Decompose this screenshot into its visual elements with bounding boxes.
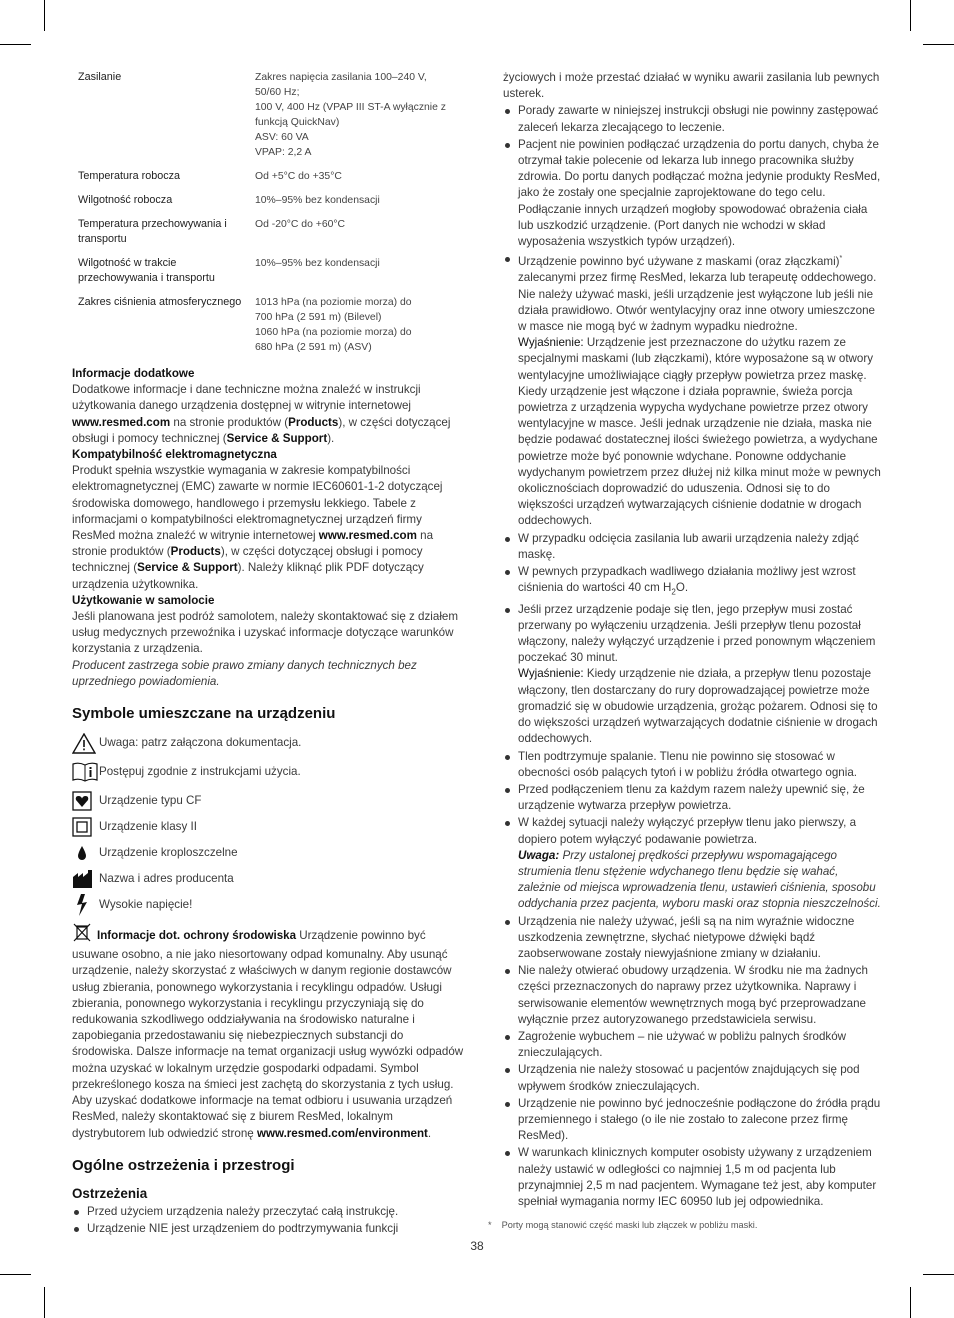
emc-text: Produkt spełnia wszystkie wymagania w zakresie kompatybilności elektromagnetycznej (EMC) zawarte w normie IEC60601-1-2 dotyczącej środowiska domowego, handlowego i przemysłu lekkiego. Tabele z informacjami o kompatybilności elektromagnetycznej urządzeń firmy ResMed można znaleźć w witrynie internetowej www.resmed.com na stronie produktów (Products), w części dotyczącej obsługi i pomocy technicznej (Service & Support). Należy kliknąć plik PDF dotyczący urządzenia użytkownika. xyxy=(72,464,443,591)
left-column xyxy=(72,70,466,1238)
spec-value-line: 1013 hPa (na poziomie morza) do xyxy=(255,297,412,308)
warnings-list-left xyxy=(72,1204,466,1237)
class-ii-icon xyxy=(72,816,98,838)
spec-value-line: 680 hPa (2 591 m) (ASV) xyxy=(255,342,372,353)
crop-mark xyxy=(44,0,45,31)
spec-value-line: 1060 hPa (na poziomie morza) do xyxy=(255,327,412,338)
symbol-label: Urządzenie kroploszczelne xyxy=(99,845,238,859)
list-item: Urządzenie nie powinno być jednocześnie podłączone do źródła prądu przemiennego i stałego (o ile nie zostało to zalecone przez firmę ResMed). xyxy=(503,1096,881,1145)
list-item: Tlen podtrzymuje spalanie. Tlenu nie powinno się stosować w obecności osób palących tytoń i w pobliżu źródła otwartego ognia. xyxy=(503,749,881,781)
list-item: W każdej sytuacji należy wyłączyć przepływ tlenu jako pierwszy, a dopiero potem wyłączyć podawanie powietrza. Uwaga: Przy ustalonej prędkości przepływu wspomagającego strumienia tlenu stężenie wdychanego tlenu będzie się wahać, zależnie od miejsca wprowadzenia tlenu, ustawień ciśnienia, sposobu oddychania przez pacjenta, wyboru maski oraz stopnia nieszczelności. xyxy=(503,815,881,912)
spec-value xyxy=(255,217,455,256)
symbol-label: Postępuj zgodnie z instrukcjami użycia. xyxy=(99,764,301,778)
list-item: Przed podłączeniem tlenu za każdym razem należy upewnić się, że urządzenie wytwarza przepływ powietrza. xyxy=(503,782,881,814)
spec-row xyxy=(78,217,455,256)
crop-mark xyxy=(910,0,911,31)
warnings-subheading: Ostrzeżenia xyxy=(72,1185,148,1201)
drip-proof-icon xyxy=(72,842,98,864)
spec-value-line: VPAP: 2,2 A xyxy=(255,147,312,158)
crop-mark xyxy=(923,1274,954,1275)
spec-value xyxy=(255,295,455,364)
list-item: W pewnych przypadkach wadliwego działania możliwy jest wzrost ciśnienia do wartości 40 cm $H_2O$. xyxy=(503,564,881,601)
plane-heading: Użytkowanie w samolocie xyxy=(72,593,215,607)
symbols-heading: Symbole umieszczane na urządzeniu xyxy=(72,705,336,723)
spec-value-line: Od +5°C do +35°C xyxy=(255,171,342,182)
plane-text: Jeśli planowana jest podróż samolotem, należy skontaktować się z działem usług medycznych przewoźnika i uzyskać informacje dotyczące warunków korzystania z urządzenia. xyxy=(72,610,459,656)
spec-value xyxy=(255,193,455,217)
spec-value-line: ASV: 60 VA xyxy=(255,132,309,143)
instructions-icon xyxy=(72,761,98,783)
continued-text: życiowych i może przestać działać w wyniku awarii zasilania lub pewnych usterek. xyxy=(503,71,880,101)
crop-mark xyxy=(0,1274,31,1275)
environment-link[interactable]: www.resmed.com/environment xyxy=(256,1126,428,1140)
list-item: Urządzenie NIE jest urządzeniem do podtrzymywania funkcji xyxy=(72,1221,466,1237)
spec-value xyxy=(255,70,455,169)
spec-value-line: 50/60 Hz; xyxy=(255,87,300,98)
spec-label: Zasilanie xyxy=(78,71,122,83)
warnings-list-right xyxy=(503,103,881,1210)
spec-value-line: 100 V, 400 Hz (VPAP III ST-A wyłącznie z xyxy=(255,102,446,113)
symbol-row xyxy=(72,730,466,756)
spec-label: Wilgotność robocza xyxy=(78,194,173,206)
footnote: * Porty mogą stanowić część maski lub złączek w pobliżu maski. xyxy=(488,1220,758,1230)
symbol-label: Urządzenie klasy II xyxy=(99,819,197,833)
spec-row xyxy=(78,169,455,193)
spec-label: Temperatura przechowywania i transportu xyxy=(78,218,227,245)
spec-value-line: Od -20°C do +60°C xyxy=(255,219,346,230)
spec-row xyxy=(78,295,455,364)
list-item: Pacjent nie powinien podłączać urządzenia do portu danych, chyba że otrzymał takie polecenie od lekarza lub innego pracownika służby zdrowia. Do portu danych podłączać można jedynie produkty ResMed, jako że zostały one specjalnie zaprojektowane do tego celu. Podłączanie innych urządzeń mogłoby spowodować obrażenia ciała lub uszkodzić urządzenie. (Port danych nie wchodzi w skład wyposażenia wszystkich typów urządzeń). xyxy=(503,137,881,250)
right-column xyxy=(503,70,881,1211)
spec-value-line: funkcją QuickNav) xyxy=(255,117,340,128)
spec-value-line: Zakres napięcia zasilania 100–240 V, xyxy=(255,72,427,83)
spec-label: Zakres ciśnienia atmosferycznego xyxy=(78,296,242,308)
symbol-row xyxy=(72,756,466,788)
symbol-row xyxy=(72,866,466,892)
list-item: Jeśli przez urządzenie podaje się tlen, jego przepływ musi zostać przerwany po wyłączeniu urządzenia. Jeśli przepływ tlenu pozostał włączony, należy wyłączyć urządzenie i przed ponownym włączeniem poczekać 30 minut. Wyjaśnienie: Kiedy urządzenie nie działa, a przepływ tlenu pozostaje włączony, tlen dostarczany do rury doprowadzającej powietrze może gromadzić się w obudowie urządzenia, grożąc pożarem. Odnosi się to do większości urządzeń wytwarzających dodatnie ciśnienie w drogach oddechowych. xyxy=(503,602,881,748)
spec-value xyxy=(255,256,455,295)
spec-change-note: Producent zastrzega sobie prawo zmiany danych technicznych bez uprzedniego powiadomienia. xyxy=(72,658,417,688)
symbol-label: Urządzenie typu CF xyxy=(99,793,202,807)
spec-value-line: 700 hPa (2 591 m) (Bilevel) xyxy=(255,312,382,323)
general-warnings-heading: Ogólne ostrzeżenia i przestrogi xyxy=(72,1156,295,1174)
crop-mark xyxy=(44,1287,45,1318)
crop-mark xyxy=(910,1287,911,1318)
info-text: Dodatkowe informacje i dane techniczne można znaleźć w instrukcji użytkowania danego urządzenia dostępnej w witrynie internetowej www.resmed.com na stronie produktów (Products), w części dotyczącej obsługi i pomocy technicznej (Service & Support). xyxy=(72,383,451,445)
type-cf-icon xyxy=(72,790,98,812)
symbol-row xyxy=(72,840,466,866)
symbol-row xyxy=(72,892,466,918)
symbol-label: Uwaga: patrz załączona dokumentacja. xyxy=(99,735,302,749)
warning-icon xyxy=(72,732,98,754)
spec-value-line: 10%–95% bez kondensacji xyxy=(255,258,380,269)
symbol-label: Wysokie napięcie! xyxy=(99,897,193,911)
crop-mark xyxy=(0,44,31,45)
list-item: W przypadku odcięcia zasilania lub awarii urządzenia należy zdjąć maskę. xyxy=(503,531,881,563)
spec-value-line: 10%–95% bez kondensacji xyxy=(255,195,380,206)
manufacturer-icon xyxy=(72,868,98,890)
spec-label: Wilgotność w trakcie przechowywania i transportu xyxy=(78,257,215,284)
spec-value xyxy=(255,169,455,193)
list-item: Urządzenie powinno być używane z maskami (oraz złączkami)* zalecanymi przez firmę ResMed, lekarza lub terapeutę oddechowego. Nie należy używać maski, jeśli urządzenie jest wyłączone lub jeśli nie działa prawidłowo. Otwór wentylacyjny oraz inne otwory umieszczone w masce nie mogą być w żadnym wypadku niedrożne. Wyjaśnienie: Urządzenie jest przeznaczone do użytku razem ze specjalnymi maskami (lub złączkami), które wyposażone są w otwory wentylacyjne umożliwiające ciągły przepływ powietrza przez maskę. Kiedy urządzenie jest włączone i działa poprawnie, świeża porcja powietrza z urządzenia wypycha wydychane powietrze przez otwory wentylacyjne w masce. Jeśli jednak urządzenie nie działa, maska nie będzie podawać dostatecznej ilości świeżego powietrza, a wydychane powietrze może być ponownie wdychane. Ponowne oddychanie wydychanym powietrzem przez dłużej niż kilka minut może w pewnych okolicznościach doprowadzić do uduszenia. Odnosi się to do większości urządzeń wytwarzających ciśnienie dodatnie w drogach oddechowych. xyxy=(503,251,881,529)
spec-row xyxy=(78,256,455,295)
crossed-bin-icon xyxy=(72,922,92,947)
list-item: Urządzenia nie należy używać, jeśli są na nim wyraźnie widoczne uszkodzenia zewnętrzne, słychać nietypowe dźwięki bądź zaobserwowane zostały niewyjaśnione zmiany w działaniu. xyxy=(503,914,881,963)
crop-mark xyxy=(923,44,954,45)
spec-table xyxy=(78,70,455,364)
emc-heading: Kompatybilność elektromagnetyczna xyxy=(72,448,277,462)
page-number: 38 xyxy=(470,1239,484,1253)
symbol-label: Nazwa i adres producenta xyxy=(99,871,234,885)
spec-row xyxy=(78,193,455,217)
list-item: Zagrożenie wybuchem – nie używać w pobliżu palnych środków znieczulających. xyxy=(503,1029,881,1061)
environment-text: Informacje dot. ochrony środowiska Urządzenie powinno być usuwane osobno, a nie jako niesortowany odpad komunalny. Aby usunąć urządzenie, należy skorzystać z właściwych w danym regionie dostawców usług zbierania, ponownego wykorzystania i recyklingu odpadów. Usługi zbierania, ponownego wykorzystania i recyklingu przyczyniają się do redukowania szkodliwego oddziaływania na środowisko naturalne i zapobiegania przedostawaniu się niebezpiecznych substancji do środowiska. Dalsze informacje na temat organizacji usług wywózki odpadów można uzyskać w lokalnym urzędzie gospodarki odpadami. Symbol przekreślonego kosza na śmieci jest zachętą do skorzystania z tych usług. Aby uzyskać dodatkowe informacje na temat odbioru i usuwania urządzeń ResMed, należy skontaktować się z biurem ResMed, lokalnym dystrybutorem lub odwiedzić stronę www.resmed.com/environment. xyxy=(72,922,466,1142)
high-voltage-icon xyxy=(72,894,98,916)
list-item: Przed użyciem urządzenia należy przeczytać całą instrukcję. xyxy=(72,1204,466,1220)
spec-row xyxy=(78,70,455,169)
spec-label: Temperatura robocza xyxy=(78,170,181,182)
list-item: Porady zawarte w niniejszej instrukcji obsługi nie powinny zastępować zaleceń lekarza zlecającego to leczenie. xyxy=(503,103,881,135)
info-heading: Informacje dodatkowe xyxy=(72,367,195,380)
symbol-row xyxy=(72,814,466,840)
list-item: W warunkach klinicznych komputer osobisty używany z urządzeniem należy ustawić w odległości co najmniej 1,5 m od pacjenta lub przynajmniej 2,5 m nad pacjentem. Wymagane też jest, aby komputer spełniał wymagania normy IEC 60950 lub jej odpowiednika. xyxy=(503,1145,881,1210)
list-item: Nie należy otwierać obudowy urządzenia. W środku nie ma żadnych części przeznaczonych do naprawy przez użytkownika. Naprawy i serwisowanie elementów wewnętrznych mogą być przeprowadzane wyłącznie przez autoryzowanego przedstawiciela serwisu. xyxy=(503,963,881,1028)
symbol-row xyxy=(72,788,466,814)
list-item: Urządzenia nie należy stosować u pacjentów znajdujących się pod wpływem środków znieczulających. xyxy=(503,1062,881,1094)
